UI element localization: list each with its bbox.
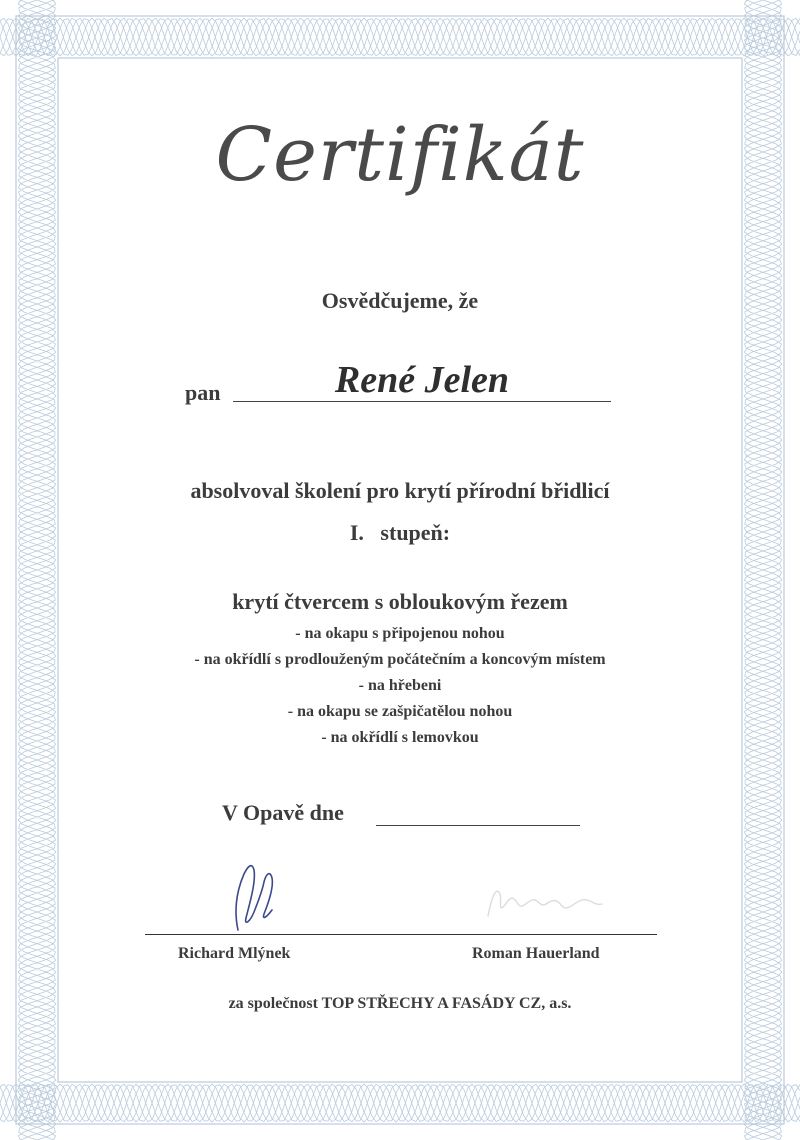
recipient-name: René Jelen (334, 359, 510, 401)
salutation-label: pan (185, 380, 221, 405)
place-label: V Opavě dne (222, 800, 344, 825)
course-text: absolvoval školení pro krytí přírodní břidlicí (190, 478, 610, 503)
signature-line (145, 934, 657, 935)
list-item: - na okřídlí s lemovkou (321, 729, 479, 746)
technique-list (0, 621, 800, 751)
date-underline (376, 825, 580, 826)
signer-name: Roman Hauerland (472, 945, 600, 962)
signature-mlynek (228, 852, 288, 936)
place-date-row (222, 798, 582, 832)
signature-hauerland (482, 876, 612, 926)
intro-text: Osvědčujeme, že (321, 288, 479, 313)
list-item: - na hřebeni (358, 677, 442, 694)
certificate-title: Certifikát (215, 112, 585, 198)
company-line: za společnost TOP STŘECHY A FASÁDY CZ, a.s. (228, 995, 572, 1012)
list-item: - na okapu se zašpičatělou nohou (287, 703, 513, 720)
list-item: - na okapu s připojenou nohou (295, 625, 505, 642)
level-text: I. stupeň: (349, 520, 451, 545)
list-item: - na okřídlí s prodlouženým počátečním a koncovým místem (194, 651, 606, 668)
recipient-row (185, 358, 615, 408)
signer-name: Richard Mlýnek (178, 945, 291, 962)
roof-type-text: krytí čtvercem s obloukovým řezem (232, 589, 568, 614)
